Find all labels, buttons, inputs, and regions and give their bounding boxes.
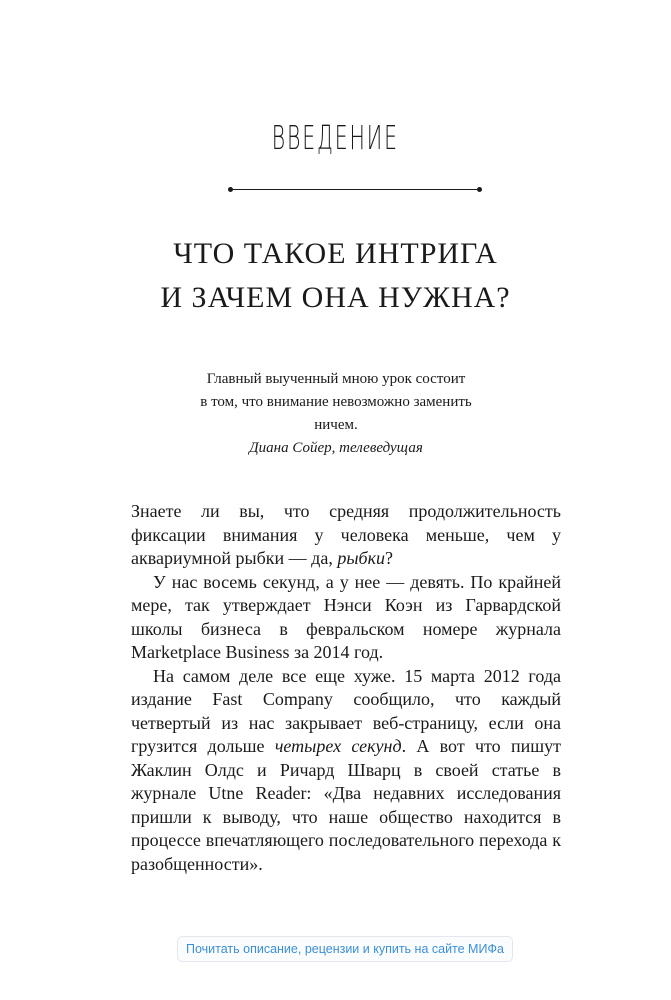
paragraph-3-end: . А вот что пишут Жаклин Олдс и Ричард Шварц в своей статье в журнале Utne Reader: «Два недавних исследования пришли к выводу, что наше общество находится в процессе впечатляющего последовательного перехода к разобщенности». [131, 736, 561, 874]
chapter-title-line-1: ЧТО ТАКОЕ ИНТРИГА [173, 237, 498, 270]
paragraph-1-end: ? [385, 548, 393, 568]
chapter-label: ВВЕДЕНИЕ [271, 118, 399, 157]
paragraph-1-text: Знаете ли вы, что средняя продолжительность фиксации внимания у человека меньше, чем у аквариумной рыбки — да, [131, 501, 561, 568]
epigraph-line-3: ничем. [314, 417, 358, 433]
epigraph [180, 368, 492, 460]
paragraph-2: У нас восемь секунд, а у нее — девять. По крайней мере, так утверждает Нэнси Коэн из Гарвардской школы бизнеса в февральском номере журнала Marketplace Business за 2014 год. [131, 571, 561, 662]
divider-dot-right [477, 187, 482, 192]
buy-on-mif-link[interactable]: Почитать описание, рецензии и купить на сайте МИФа [177, 936, 513, 962]
chapter-title-line-2: И ЗАЧЕМ ОНА НУЖНА? [160, 281, 511, 314]
epigraph-author: Диана Сойер, телеведущая [249, 440, 423, 456]
paragraph-3-text: На самом деле все еще хуже. 15 марта 2012 года издание Fast Company сообщило, что каждый четвертый из нас закрывает веб-страницу, если она грузится дольше [131, 665, 561, 756]
paragraph-3 [131, 665, 561, 877]
paragraph-3-emphasis: четырех секунд [274, 736, 402, 756]
body-text [131, 500, 561, 876]
paragraph-1-emphasis: рыбки [337, 548, 385, 568]
chapter-title [0, 232, 671, 320]
divider-line [232, 189, 478, 190]
paragraph-1 [131, 500, 561, 571]
title-divider-ornament [228, 188, 482, 190]
epigraph-line-2: в том, что внимание невозможно заменить [200, 394, 472, 410]
epigraph-line-1: Главный выученный мною урок состоит [206, 371, 466, 387]
